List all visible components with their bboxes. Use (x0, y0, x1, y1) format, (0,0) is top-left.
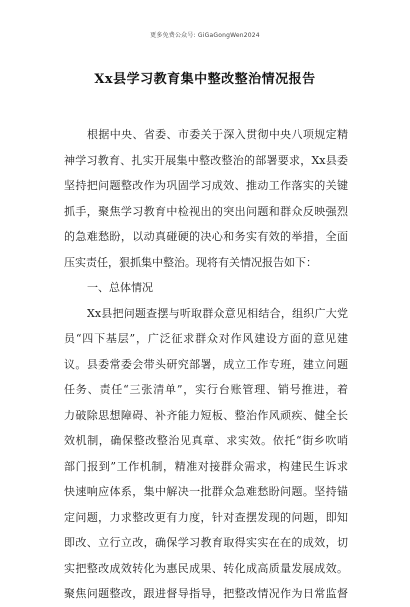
body-line: 定问题，力求整改更有力度，针对查摆发现的问题，即知 (64, 510, 348, 524)
header-note: 更多免费公众号: GiGaGongWen2024 (150, 32, 260, 39)
body-line: 任务、责任“三张清单”，实行台账管理、销号推进，着 (64, 383, 348, 396)
document-title: Xx县学习教育集中整改整治情况报告 (94, 72, 316, 87)
body-line: 坚持把问题整改作为巩固学习成效、推动工作落实的关键 (64, 179, 348, 192)
body-line: 根据中央、省委、市委关于深入贯彻中央八项规定精 (87, 128, 348, 141)
body-line: 实把整改成效转化为惠民成果、转化成高质量发展成效。 (64, 561, 348, 575)
body-line: 的急难愁盼，以动真碰硬的决心和务实有效的举措，全面 (64, 230, 348, 243)
body-line: 聚焦问题整改，跟进督导指导，把整改情况作为日常监督 (64, 587, 348, 600)
body-line: 部门报到”工作机制，精准对接群众需求，构建民生诉求 (64, 459, 348, 473)
document-body (64, 122, 348, 607)
section-heading: 一、总体情况 (87, 281, 153, 294)
body-line: 快速响应体系，集中解决一批群众急难愁盼问题。坚持锚 (64, 485, 348, 498)
body-line: 即改、立行立改，确保学习教育取得实实在在的成效，切 (64, 536, 348, 549)
body-line: 压实责任，狠抓集中整治。现将有关情况报告如下： (64, 255, 317, 269)
body-line: 员“四下基层”，广泛征求群众对作风建设方面的意见建 (64, 332, 348, 345)
body-line: 神学习教育、扎实开展集中整改整治的部署要求，Xx县委 (64, 153, 348, 167)
body-line: Xx县把问题查摆与听取群众意见相结合，组织广大党 (87, 306, 348, 320)
body-line: 力破除思想障碍、补齐能力短板、整治作风顽疾、健全长 (64, 408, 348, 422)
body-line: 效机制，确保整改整治见真章、求实效。依托“街乡吹哨 (64, 434, 348, 447)
body-line: 议。县委常委会带头研究部署，成立工作专班，建立问题 (64, 357, 348, 371)
body-line: 抓手，聚焦学习教育中检视出的突出问题和群众反映强烈 (64, 204, 348, 218)
